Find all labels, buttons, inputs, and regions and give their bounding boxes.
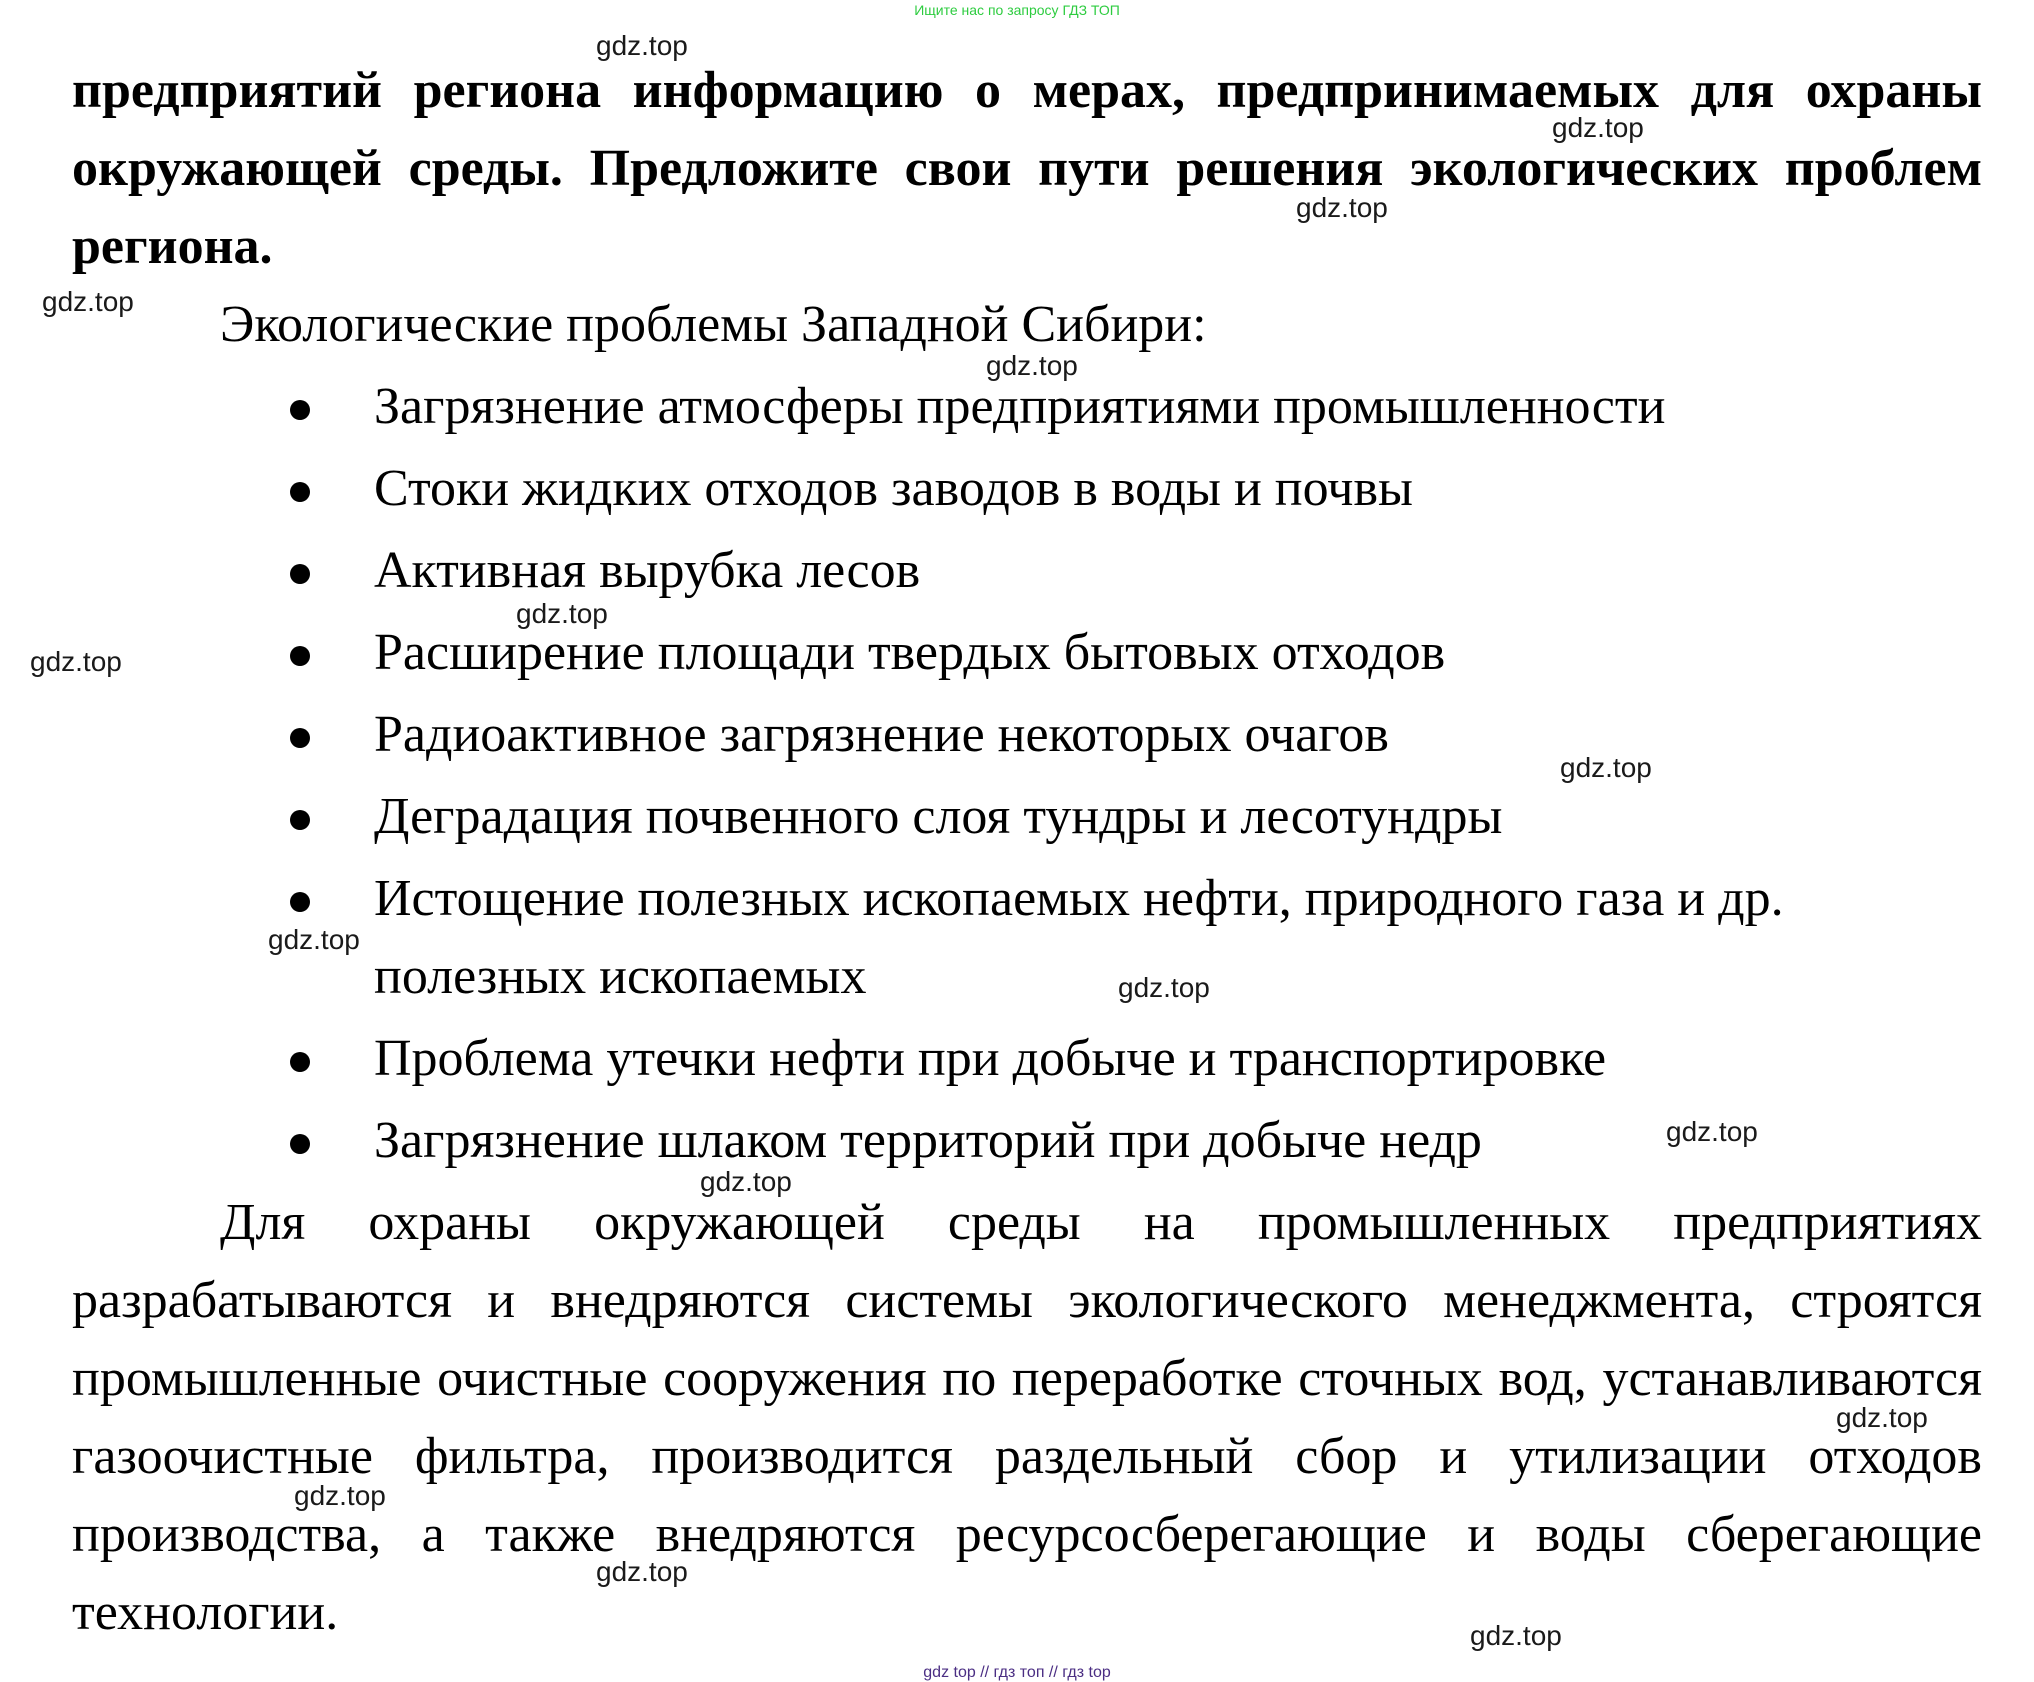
list-item-text: Проблема утечки нефти при добыче и транспортировке bbox=[374, 1030, 1607, 1087]
watermark: gdz.top bbox=[1560, 752, 1652, 783]
bullet-icon bbox=[290, 564, 310, 584]
list-item-text: Стоки жидких отходов заводов в воды и почвы bbox=[374, 460, 1413, 517]
watermark: gdz.top bbox=[986, 350, 1078, 381]
watermark: gdz.top bbox=[42, 286, 134, 317]
watermark: gdz.top bbox=[30, 646, 122, 677]
watermark: gdz.top bbox=[700, 1166, 792, 1197]
list-item bbox=[72, 696, 1982, 774]
bullet-icon bbox=[290, 1052, 310, 1072]
list-item-text: Загрязнение атмосферы предприятиями промышленности bbox=[374, 378, 1666, 435]
bullet-icon bbox=[290, 482, 310, 502]
watermark: gdz.top bbox=[1118, 972, 1210, 1003]
watermark: gdz.top bbox=[516, 598, 608, 629]
watermark: gdz.top bbox=[1296, 192, 1388, 223]
watermark: gdz.top bbox=[1470, 1620, 1562, 1651]
list-item bbox=[72, 778, 1982, 856]
watermark: gdz.top bbox=[268, 924, 360, 955]
top-banner: Ищите нас по запросу ГДЗ ТОП bbox=[914, 2, 1120, 18]
document-page bbox=[72, 52, 1982, 1652]
task-text: предприятий региона информацию о мерах, предпринимаемых для охраны окружающей среды. Предложите свои пути решения экологических проблем региона. bbox=[72, 62, 1982, 275]
bullet-icon bbox=[290, 810, 310, 830]
watermark: gdz.top bbox=[596, 1556, 688, 1587]
bullet-icon bbox=[290, 1134, 310, 1154]
list-item-text: Радиоактивное загрязнение некоторых очагов bbox=[374, 706, 1389, 763]
list-item-text: Расширение площади твердых бытовых отходов bbox=[374, 624, 1446, 681]
list-item-text: Активная вырубка лесов bbox=[374, 542, 921, 599]
problems-list bbox=[72, 368, 1982, 1180]
bullet-icon bbox=[290, 892, 310, 912]
watermark: gdz.top bbox=[596, 30, 688, 61]
watermark: gdz.top bbox=[1552, 112, 1644, 143]
problems-intro: Экологические проблемы Западной Сибири: bbox=[220, 296, 1207, 353]
list-item bbox=[72, 450, 1982, 528]
watermark: gdz.top bbox=[1836, 1402, 1928, 1433]
watermark: gdz.top bbox=[294, 1480, 386, 1511]
list-item bbox=[72, 532, 1982, 610]
list-item-text: Истощение полезных ископаемых нефти, природного газа и др. полезных ископаемых bbox=[374, 870, 1784, 1005]
bottom-banner: gdz top // гдз топ // гдз top bbox=[923, 1664, 1111, 1681]
bullet-icon bbox=[290, 400, 310, 420]
list-item-text: Деградация почвенного слоя тундры и лесотундры bbox=[374, 788, 1503, 845]
list-item-text: Загрязнение шлаком территорий при добыче недр bbox=[374, 1112, 1482, 1169]
bullet-icon bbox=[290, 728, 310, 748]
list-item bbox=[72, 614, 1982, 692]
watermark: gdz.top bbox=[1666, 1116, 1758, 1147]
bullet-icon bbox=[290, 646, 310, 666]
answer-paragraph: Для охраны окружающей среды на промышленных предприятиях разрабатываются и внедряются системы экологического менеджмента, строятся промышленные очистные сооружения по переработке сточных вод, устанавливаются газоочистные фильтра, производится раздельный сбор и утилизации отходов производства, а также внедряются ресурсосберегающие и воды сберегающие технологии. bbox=[72, 1194, 1982, 1641]
list-item bbox=[72, 1020, 1982, 1098]
